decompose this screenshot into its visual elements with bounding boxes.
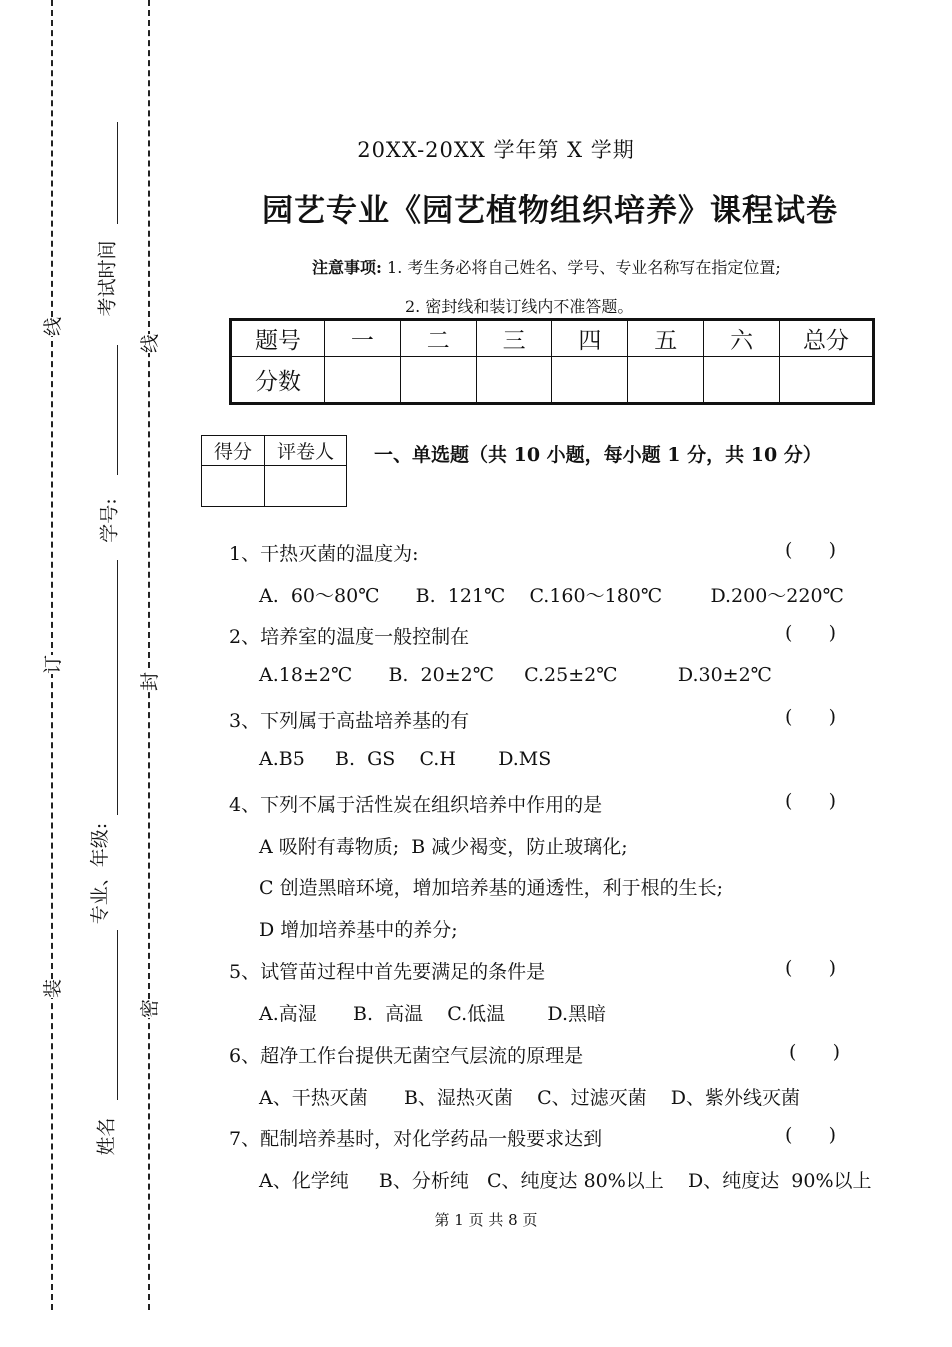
major-grade-label: 专业、年级: bbox=[89, 822, 112, 925]
question-3-answer-blank[interactable]: ( ) bbox=[785, 706, 837, 728]
grader-name-cell[interactable] bbox=[265, 466, 347, 507]
binding-mark-line: 线 bbox=[38, 317, 65, 336]
question-5-options: A.高湿 B. 高温 C.低温 D.黑暗 bbox=[259, 1003, 607, 1025]
score-cell[interactable] bbox=[325, 357, 401, 404]
page-number: 第 1 页 共 8 页 bbox=[434, 1211, 538, 1229]
notice-line-1 bbox=[312, 255, 781, 278]
question-6-answer-blank[interactable]: ( ) bbox=[789, 1041, 841, 1063]
student-id-label: 学号: bbox=[98, 498, 121, 543]
notice-label: 注意事项: bbox=[312, 258, 382, 277]
score-header-cell: 四 bbox=[552, 320, 628, 357]
student-id-field[interactable] bbox=[117, 345, 118, 475]
grader-name-header: 评卷人 bbox=[265, 436, 347, 466]
score-header-cell: 三 bbox=[476, 320, 552, 357]
question-6-options: A、干热灭菌 B、湿热灭菌 C、过滤灭菌 D、紫外线灭菌 bbox=[259, 1087, 801, 1109]
question-5-answer-blank[interactable]: ( ) bbox=[785, 957, 837, 979]
question-4-option-d: D 增加培养基中的养分; bbox=[259, 919, 458, 941]
seal-mark-feng: 封 bbox=[135, 672, 162, 691]
score-cell[interactable] bbox=[400, 357, 476, 404]
section-title: 一、单选题（共 10 小题，每小题 1 分，共 10 分） bbox=[374, 444, 822, 466]
question-7-options: A、化学纯 B、分析纯 C、纯度达 80%以上 D、纯度达 90%以上 bbox=[259, 1170, 872, 1192]
score-row-label: 分数 bbox=[231, 357, 325, 404]
question-2-stem: 2、培养室的温度一般控制在 bbox=[229, 626, 470, 648]
exam-title: 园艺专业《园艺植物组织培养》课程试卷 bbox=[262, 193, 838, 229]
question-1-options: A. 60～80℃ B. 121℃ C.160～180℃ D.200～220℃ bbox=[259, 585, 844, 607]
score-header-cell: 题号 bbox=[231, 320, 325, 357]
question-4-option-c: C 创造黑暗环境，增加培养基的通透性，利于根的生长; bbox=[259, 877, 723, 899]
seal-mark-line: 线 bbox=[135, 334, 162, 353]
question-3-options: A.B5 B. GS C.H D.MS bbox=[259, 748, 552, 770]
score-header-cell: 六 bbox=[704, 320, 780, 357]
grader-score-header: 得分 bbox=[202, 436, 265, 466]
question-7-answer-blank[interactable]: ( ) bbox=[785, 1124, 837, 1146]
score-header-cell: 二 bbox=[400, 320, 476, 357]
grader-value-row bbox=[202, 466, 347, 507]
score-table-header-row bbox=[231, 320, 874, 357]
score-table-value-row bbox=[231, 357, 874, 404]
question-4-option-ab: A 吸附有毒物质; B 减少褐变，防止玻璃化; bbox=[259, 836, 628, 858]
name-label: 姓名 bbox=[95, 1117, 118, 1156]
score-table bbox=[229, 318, 875, 405]
question-2-answer-blank[interactable]: ( ) bbox=[785, 622, 837, 644]
score-cell[interactable] bbox=[704, 357, 780, 404]
notice-item-1: 1. 考生务必将自己姓名、学号、专业名称写在指定位置; bbox=[387, 258, 781, 277]
question-2-options: A.18±2℃ B. 20±2℃ C.25±2℃ D.30±2℃ bbox=[259, 664, 772, 686]
grader-score-cell[interactable] bbox=[202, 466, 265, 507]
semester-heading: 20XX-20XX 学年第 X 学期 bbox=[357, 138, 635, 162]
binding-mark-zhuang: 装 bbox=[38, 979, 65, 998]
inner-seal-line bbox=[148, 0, 150, 1310]
question-6-stem: 6、超净工作台提供无菌空气层流的原理是 bbox=[229, 1045, 584, 1067]
score-cell[interactable] bbox=[780, 357, 874, 404]
score-cell[interactable] bbox=[476, 357, 552, 404]
major-grade-field[interactable] bbox=[117, 560, 118, 815]
question-4-stem: 4、下列不属于活性炭在组织培养中作用的是 bbox=[229, 794, 603, 816]
grader-table bbox=[201, 435, 347, 507]
grader-header-row bbox=[202, 436, 347, 466]
question-1-stem: 1、干热灭菌的温度为: bbox=[229, 543, 419, 565]
binding-mark-ding: 订 bbox=[38, 655, 65, 674]
score-cell[interactable] bbox=[552, 357, 628, 404]
score-header-cell: 一 bbox=[325, 320, 401, 357]
question-3-stem: 3、下列属于高盐培养基的有 bbox=[229, 710, 470, 732]
question-4-answer-blank[interactable]: ( ) bbox=[785, 790, 837, 812]
name-field[interactable] bbox=[117, 930, 118, 1100]
notice-item-2: 2. 密封线和装订线内不准答题。 bbox=[405, 297, 634, 316]
question-5-stem: 5、试管苗过程中首先要满足的条件是 bbox=[229, 961, 546, 983]
score-header-cell: 五 bbox=[628, 320, 704, 357]
question-7-stem: 7、配制培养基时，对化学药品一般要求达到 bbox=[229, 1128, 603, 1150]
exam-time-label: 考试时间 bbox=[96, 240, 119, 317]
score-cell[interactable] bbox=[628, 357, 704, 404]
question-1-answer-blank[interactable]: ( ) bbox=[785, 539, 837, 561]
score-header-cell: 总分 bbox=[780, 320, 874, 357]
seal-mark-mi: 密 bbox=[135, 999, 162, 1018]
